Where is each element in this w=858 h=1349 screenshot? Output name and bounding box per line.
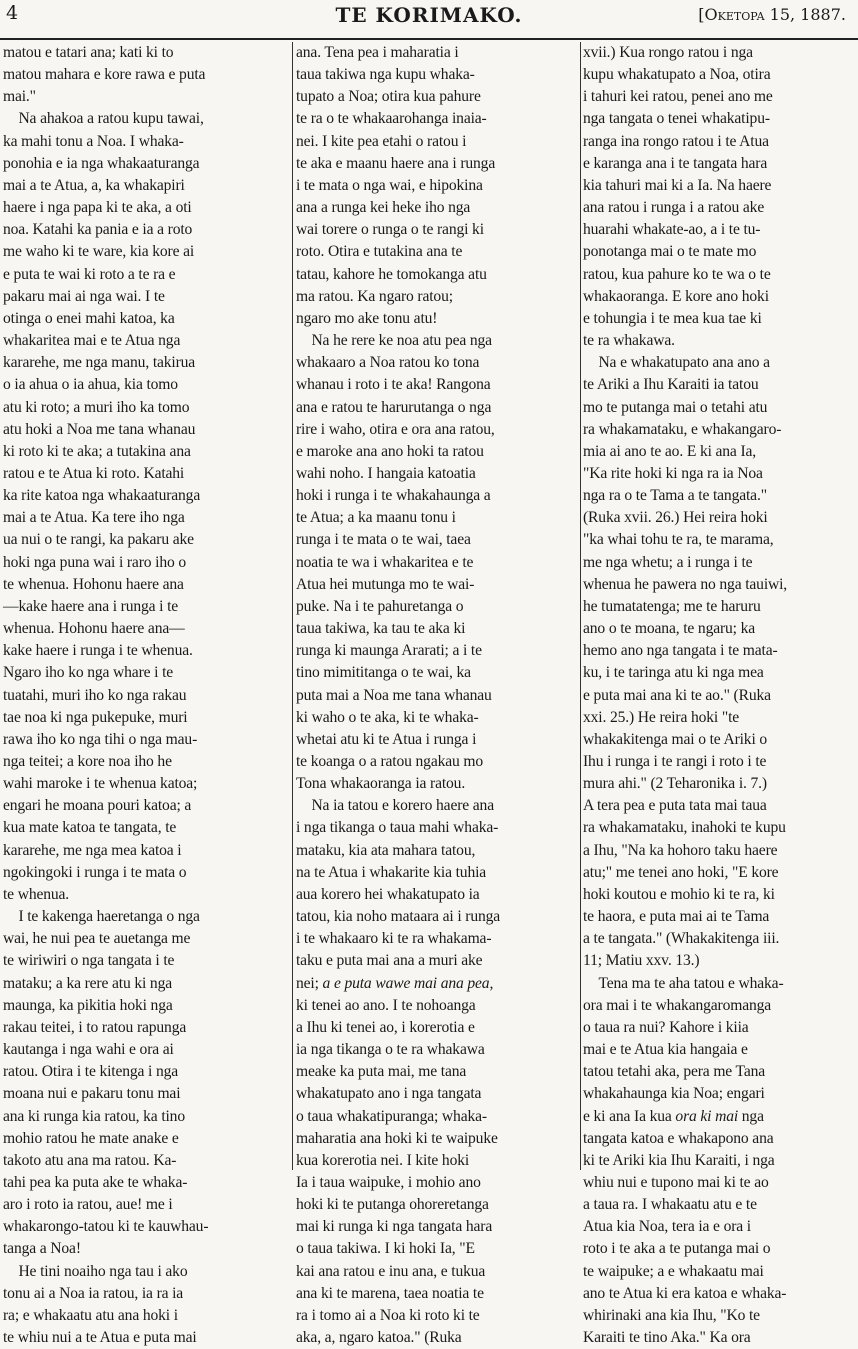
text-line: te koanga o a ratou ngakau mo bbox=[296, 753, 484, 770]
text-line: wahi noho. I hangaia katoatia bbox=[296, 464, 476, 482]
text-line: xxi. 25.) He reira hoki "te bbox=[583, 708, 740, 726]
text-line: te Atua; a ka maanu tonu i bbox=[296, 509, 456, 527]
text-line: aka, a, ngaro katoa." (Ruka bbox=[296, 1329, 462, 1347]
text-line: Na ia tatou e korero haere ana bbox=[296, 797, 494, 815]
text-line: te Ariki a Ihu Karaiti ia tatou bbox=[583, 376, 759, 394]
masthead-title: TE KORIMAKO. bbox=[335, 3, 523, 27]
text-line: a taua ra. I whakaatu atu e te bbox=[583, 1196, 757, 1214]
text-line: ra whakamataku, e whakangaro- bbox=[583, 420, 782, 438]
text-line: taua takiwa nga kupu whaka- bbox=[296, 66, 475, 84]
text-line: whakakitenga mai o te Ariki o bbox=[583, 730, 768, 748]
text-line: te waipuke; a e whakaatu mai bbox=[583, 1262, 764, 1280]
text-line: ana ki runga kia ratou, ka tino bbox=[3, 1107, 185, 1125]
text-line: mai." bbox=[3, 88, 36, 106]
text-line: tonu ai a Noa ia ratou, ia ra ia bbox=[3, 1284, 184, 1302]
text-line: whakaoranga. E kore ano hoki bbox=[583, 287, 769, 305]
text-line: moana nui e pakaru tonu mai bbox=[3, 1085, 181, 1103]
text-line: "Ka rite hoki ki nga ra ia Noa bbox=[583, 464, 763, 482]
text-line: ka mahi tonu a Noa. I whaka- bbox=[3, 132, 184, 150]
text-line: ana ki te marena, taea noatia te bbox=[296, 1284, 484, 1302]
text-line: "ka whai tohu te ra, te marama, bbox=[583, 531, 774, 549]
text-line: noatia te wa i whakaritea e te bbox=[296, 553, 474, 571]
text-line: mai a te Atua. Ka tere iho nga bbox=[3, 509, 185, 527]
text-line: ra i tomo ai a Noa ki roto ki te bbox=[296, 1306, 480, 1324]
text-line: wai torere o runga o te rangi ki bbox=[296, 221, 484, 239]
text-line: o ia ahua o ia ahua, kia tomo bbox=[3, 376, 178, 394]
text-line: Ihu i runga i te rangi i roto i te bbox=[583, 753, 767, 770]
text-line: mura ahi." (2 Teharonika i. 7.) bbox=[583, 775, 767, 793]
text-line: noa. Katahi ka pania e ia a roto bbox=[3, 221, 193, 239]
text-line: te ra whakawa. bbox=[583, 332, 675, 350]
text-line: whetai atu ki te Atua i runga i bbox=[296, 730, 477, 748]
text-line: te wiriwiri o nga tangata i te bbox=[3, 952, 175, 970]
text-line: ratou e te Atua ki roto. Katahi bbox=[3, 464, 185, 482]
text-line: puta mai a Noa me tana whanau bbox=[296, 686, 492, 704]
text-line: wai, he nui pea te auetanga me bbox=[3, 930, 191, 948]
text-line: ranga ina rongo ratou i te Atua bbox=[583, 132, 769, 150]
text-line: ratou, kua pahure ko te wa o te bbox=[583, 265, 771, 283]
text-line: te ra o te whakaarohanga inaia- bbox=[296, 110, 487, 128]
text-line: tahi pea ka puta ake te whaka- bbox=[3, 1173, 188, 1191]
text-line: kararehe, me nga manu, takirua bbox=[3, 354, 196, 372]
text-line: tino mimititanga o te wai, ka bbox=[296, 664, 471, 682]
text-line: runga ki maunga Ararati; a i te bbox=[296, 642, 482, 660]
text-line: o taua ra nui? Kahore i kiia bbox=[583, 1018, 749, 1036]
text-line: a Ihu ki tenei ao, i korerotia e bbox=[296, 1018, 475, 1036]
text-line: tatau, kahore he tomokanga atu bbox=[296, 265, 487, 283]
text-line: a te tangata." (Whakakitenga iii. bbox=[583, 930, 780, 948]
text-line: i nga tikanga o taua mahi whaka- bbox=[296, 819, 499, 837]
text-line: I te kakenga haeretanga o nga bbox=[3, 908, 200, 926]
text-line: whanau i roto i te aka! Rangona bbox=[296, 376, 491, 394]
text-line: mai e te Atua kia hangaia e bbox=[583, 1041, 748, 1059]
text-column-1 bbox=[3, 42, 291, 1347]
text-line: ka rite katoa nga whakaaturanga bbox=[3, 487, 201, 505]
text-line: ano te Atua ki era katoa e whaka- bbox=[583, 1284, 787, 1302]
text-line: takoto atu ana ma ratou. Ka- bbox=[3, 1151, 177, 1169]
text-line: whirinaki ana kia Ihu, "Ko te bbox=[583, 1306, 760, 1324]
text-line: tangata katoa e whakapono ana bbox=[583, 1129, 774, 1147]
text-line: te aka e maanu haere ana i runga bbox=[296, 154, 496, 172]
text-line: nga tangata o tenei whakatipu- bbox=[583, 110, 770, 128]
text-line: kautanga i nga wahi e ora ai bbox=[3, 1041, 174, 1059]
text-line: nga ra o te Tama a te tangata." bbox=[583, 487, 767, 505]
text-line: te whiu nui a te Atua e puta mai bbox=[3, 1329, 197, 1347]
text-line: kai ana ratou e inu ana, e tukua bbox=[296, 1262, 486, 1280]
text-line: Tena ma te aha tatou e whaka- bbox=[583, 974, 784, 992]
text-line: ra; e whakaatu atu ana hoki i bbox=[3, 1306, 178, 1324]
text-line: kake haere i runga i te whenua. bbox=[3, 642, 193, 660]
text-line: Na he rere ke noa atu pea nga bbox=[296, 332, 492, 350]
text-line: aro i roto ia ratou, aue! me i bbox=[3, 1196, 173, 1214]
text-line: ngaro mo ake tonu atu! bbox=[296, 309, 438, 327]
text-line: e puta te wai ki roto a te ra e bbox=[3, 265, 176, 283]
text-line: puke. Na i te pahuretanga o bbox=[296, 597, 464, 615]
text-line: ora mai i te whakangaromanga bbox=[583, 996, 772, 1014]
text-column-3 bbox=[583, 42, 856, 1347]
page-number: 4 bbox=[6, 2, 19, 24]
text-line: haere i nga papa ki te aka, a oti bbox=[3, 199, 192, 217]
text-line: ki roto ki te aka; a tutakina ana bbox=[3, 442, 191, 460]
text-line: tuatahi, muri iho ko nga rakau bbox=[3, 686, 187, 704]
text-line: Ngaro iho ko nga whare i te bbox=[3, 664, 174, 682]
text-line: ana ratou i runga i a ratou ake bbox=[583, 199, 765, 217]
text-line: wahi maroke i te whenua katoa; bbox=[3, 775, 198, 793]
text-line: tupato a Noa; otira kua pahure bbox=[296, 88, 481, 106]
text-line: whakaritea mai e te Atua nga bbox=[3, 332, 181, 350]
text-line: o taua whakatipuranga; whaka- bbox=[296, 1107, 487, 1125]
text-line: roto i te aka a te putanga mai o bbox=[583, 1240, 771, 1258]
text-line: maunga, ka pikitia hoki nga bbox=[3, 996, 173, 1014]
text-line: rire i waho, otira e ora ana ratou, bbox=[296, 420, 495, 438]
text-line: nei. I kite pea etahi o ratou i bbox=[296, 132, 467, 150]
text-line: matou e tatari ana; kati ki to bbox=[3, 44, 174, 61]
text-line: atu;" me tenei ano hoki, "E kore bbox=[583, 863, 779, 881]
text-line: ua nui o te rangi, ka pakaru ake bbox=[3, 531, 194, 549]
text-line: pakaru mai ai nga wai. I te bbox=[3, 287, 165, 305]
text-line: hemo ano nga tangata i te mata- bbox=[583, 642, 778, 660]
text-line: matou mahara e kore rawa e puta bbox=[3, 66, 206, 84]
text-line: tanga a Noa! bbox=[3, 1240, 81, 1258]
text-line: kia tahuri mai ki a Ia. Na haere bbox=[583, 176, 772, 194]
text-line: e maroke ana ano hoki ta ratou bbox=[296, 442, 484, 460]
text-line: mia ai ano te ao. E ki ana Ia, bbox=[583, 442, 757, 460]
text-line: rawa iho ko nga tihi o nga mau- bbox=[3, 730, 198, 748]
text-line: whakatupato ano i nga tangata bbox=[296, 1085, 482, 1103]
text-line: Atua hei mutunga mo te wai- bbox=[296, 575, 475, 593]
text-line: whenua. Hohonu haere ana— bbox=[3, 620, 185, 638]
text-line: Tona whakaoranga ia ratou. bbox=[296, 775, 466, 793]
text-line: te whenua. Hohonu haere ana bbox=[3, 575, 184, 593]
text-line: ia nga tikanga o te ra whakawa bbox=[296, 1041, 485, 1059]
text-line: kua mate katoa te tangata, te bbox=[3, 819, 177, 837]
text-line: A tera pea e puta tata mai taua bbox=[583, 797, 767, 815]
text-line: Ia i taua waipuke, i mohio ano bbox=[296, 1173, 481, 1191]
column-divider bbox=[580, 42, 581, 1170]
line-tail: nga bbox=[741, 1107, 764, 1125]
text-line: te whenua. bbox=[3, 885, 70, 903]
text-line: mai ki runga ki nga tangata hara bbox=[296, 1218, 493, 1236]
text-line: otinga o enei mahi katoa, ka bbox=[3, 309, 175, 327]
text-line: xvii.) Kua rongo ratou i nga bbox=[583, 44, 753, 61]
text-line: aua korero hei whakatupato ia bbox=[296, 885, 480, 903]
text-line: e tohungia i te mea kua tae ki bbox=[583, 309, 762, 327]
text-line: tatou tetahi aka, pera me Tana bbox=[583, 1063, 766, 1081]
text-line: ki te Ariki kia Ihu Karaiti, i nga bbox=[583, 1151, 775, 1169]
text-line: engari he moana pouri katoa; a bbox=[3, 797, 192, 815]
text-line: mataku; a ka rere atu ki nga bbox=[3, 974, 172, 992]
text-line: i tahuri kei ratou, penei ano me bbox=[583, 88, 773, 106]
text-line: (Ruka xvii. 26.) Hei reira hoki bbox=[583, 509, 768, 527]
text-line: ngokingoki i runga i te mata o bbox=[3, 863, 187, 881]
page-header bbox=[0, 0, 858, 40]
text-line: meake ka puta mai, me tana bbox=[296, 1063, 467, 1081]
text-line: maharatia ana hoki ki te waipuke bbox=[296, 1129, 498, 1147]
text-column-2 bbox=[296, 42, 580, 1347]
text-line: ana. Tena pea i maharatia i bbox=[296, 44, 459, 61]
text-line: nga teitei; a kore noa iho he bbox=[3, 753, 172, 770]
text-line: e karanga ana i te tangata hara bbox=[583, 154, 768, 172]
text-line: i te mata o nga wai, e hipokina bbox=[296, 176, 483, 194]
text-line: kararehe, me nga mea katoa i bbox=[3, 841, 182, 859]
text-line: mataku, kia ata mahara tatou, bbox=[296, 841, 476, 859]
text-line: He tini noaiho nga tau i ako bbox=[3, 1262, 188, 1280]
text-line: runga i te mata o te wai, taea bbox=[296, 531, 471, 549]
issue-date: [Oketopa 15, 1887. bbox=[698, 5, 846, 24]
text-line: mohio ratou he mate anake e bbox=[3, 1129, 179, 1147]
text-line: nei; a e puta wawe mai ana pea, bbox=[296, 974, 494, 992]
italic-phrase: ora ki mai bbox=[671, 1107, 742, 1125]
italic-phrase: a e puta wawe mai ana pea, bbox=[318, 974, 494, 992]
text-line: atu ki roto; a muri iho ka tomo bbox=[3, 398, 190, 416]
text-line: ratou. Otira i te kitenga i nga bbox=[3, 1063, 179, 1081]
text-line: mai a te Atua, a, ka whakapiri bbox=[3, 176, 185, 194]
text-line: hoki nga puna wai i raro iho o bbox=[3, 553, 187, 571]
text-line: tae noa ki nga pukepuke, muri bbox=[3, 708, 188, 726]
text-line: Karaiti te tino Aka." Ka ora bbox=[583, 1329, 751, 1347]
text-line: he tumatatenga; me te haruru bbox=[583, 597, 761, 615]
column-divider bbox=[292, 42, 293, 1170]
text-line: te haora, e puta mai ai te Tama bbox=[583, 908, 770, 926]
text-line: roto. Otira e tutakina ana te bbox=[296, 243, 463, 261]
text-line: —kake haere ana i runga i te bbox=[3, 597, 179, 615]
text-line: ponohia e ia nga whakaaturanga bbox=[3, 154, 200, 172]
text-line: ra whakamataku, inahoki te kupu bbox=[583, 819, 786, 837]
text-line: atu hoki a Noa me tana whanau bbox=[3, 420, 196, 438]
text-line: ano o te moana, te ngaru; ka bbox=[583, 620, 756, 638]
text-line: whakahaunga kia Noa; engari bbox=[583, 1085, 765, 1103]
text-line: ana e ratou te harurutanga o nga bbox=[296, 398, 492, 416]
text-line: whiu nui e tupono mai ki te ao bbox=[583, 1173, 769, 1191]
text-line: i te whakaaro ki te ra whakama- bbox=[296, 930, 492, 948]
text-line: taua takiwa, ka tau te aka ki bbox=[296, 620, 466, 638]
text-line: huarahi whakate-ao, a i te tu- bbox=[583, 221, 761, 239]
text-line: Na e whakatupato ana ano a bbox=[583, 354, 770, 372]
text-line: me waho ki te ware, kia kore ai bbox=[3, 243, 195, 261]
text-line: 11; Matiu xxv. 13.) bbox=[583, 952, 700, 970]
text-line: hoki koutou e mohio ki te ra, ki bbox=[583, 885, 775, 903]
text-line: o taua takiwa. I ki hoki Ia, "E bbox=[296, 1240, 475, 1258]
text-line: na te Atua i whakarite kia tuhia bbox=[296, 863, 487, 881]
text-line: ana a runga kei heke iho nga bbox=[296, 199, 471, 217]
text-line: ku, i te taringa atu ki nga mea bbox=[583, 664, 764, 682]
text-line: taku e puta mai ana a muri ake bbox=[296, 952, 483, 970]
text-line: e puta mai ana ki te ao." (Ruka bbox=[583, 686, 771, 704]
text-line: rakau teitei, i to ratou rapunga bbox=[3, 1018, 187, 1036]
text-line: Atua kia Noa, tera ia e ora i bbox=[583, 1218, 751, 1236]
text-line: ma ratou. Ka ngaro ratou; bbox=[296, 287, 453, 305]
text-line: whakaaro a Noa ratou ko tona bbox=[296, 354, 480, 372]
text-line: whenua he pawera no nga tauiwi, bbox=[583, 575, 788, 593]
text-line: Na ahakoa a ratou kupu tawai, bbox=[3, 110, 204, 128]
text-line: a Ihu, "Na ka hohoro taku haere bbox=[583, 841, 778, 859]
text-line: whakarongo-tatou ki te kauwhau- bbox=[3, 1218, 209, 1236]
text-line: e ki ana Ia kua ora ki mai nga bbox=[583, 1107, 764, 1125]
text-line: tatou, kia noho mataara ai i runga bbox=[296, 908, 501, 926]
text-line: kupu whakatupato a Noa, otira bbox=[583, 66, 771, 84]
text-line: kua korerotia nei. I kite hoki bbox=[296, 1151, 470, 1169]
text-line: ponotanga mai o te mate mo bbox=[583, 243, 757, 261]
text-line: hoki i runga i te whakahaunga a bbox=[296, 487, 491, 505]
text-line: ki waho o te aka, ki te whaka- bbox=[296, 708, 479, 726]
text-line: mo te putanga mai o tetahi atu bbox=[583, 398, 768, 416]
text-line: hoki ki te putanga ohoreretanga bbox=[296, 1196, 489, 1214]
text-line: ki tenei ao ano. I te nohoanga bbox=[296, 996, 476, 1014]
text-line: me nga whetu; a i runga i te bbox=[583, 553, 753, 571]
